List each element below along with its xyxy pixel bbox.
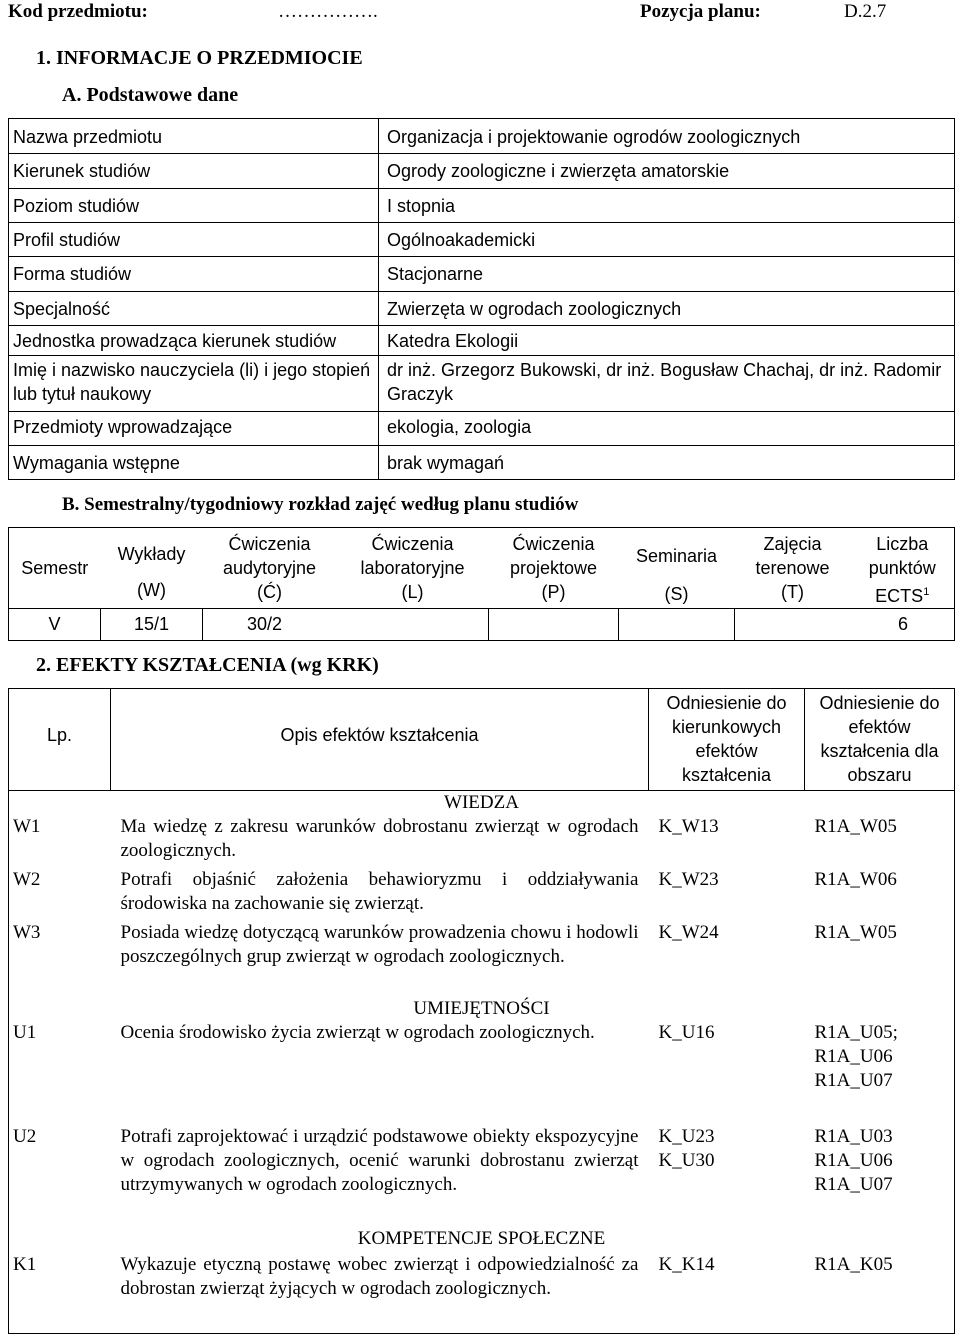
row-ects: 6 <box>735 609 955 641</box>
row-wyklady: 15/1 <box>101 609 203 641</box>
h-seminaria-label: Seminaria <box>635 546 718 566</box>
row-sem <box>619 609 735 641</box>
label-specjalnosc: Specjalność <box>9 292 379 326</box>
obsz-k1: R1A_K05 <box>805 1253 955 1333</box>
value-przedmioty: ekologia, zoologia <box>379 412 955 446</box>
h-wyklady-label: Wykłady <box>117 544 186 564</box>
value-nazwa: Organizacja i projektowanie ogrodów zoologicznych <box>379 119 955 154</box>
h-lp: Lp. <box>9 689 111 791</box>
value-profil: Ogólnoakademicki <box>379 223 955 257</box>
obsz-u2: R1A_U03 R1A_U06 R1A_U07 <box>805 1125 955 1225</box>
value-specjalnosc: Zwierzęta w ogrodach zoologicznych <box>379 292 955 326</box>
value-jednostka: Katedra Ekologii <box>379 326 955 356</box>
label-kierunek: Kierunek studiów <box>9 154 379 189</box>
h-cw-aud-2: audytoryjne <box>222 558 317 578</box>
obsz-w3: R1A_W05 <box>805 921 955 997</box>
kier-u1: K_U16 <box>658 1022 715 1043</box>
obsz-w1: R1A_W05 <box>805 815 955 868</box>
label-forma: Forma studiów <box>9 257 379 292</box>
h-opis: Opis efektów kształcenia <box>111 689 649 791</box>
h-cw-lab-1: Ćwiczenia <box>371 534 454 554</box>
h-seminaria-code: (S) <box>664 584 689 604</box>
h-ects <box>851 528 955 609</box>
sectionB-title: B. Semestralny/tygodniowy rozkład zajęć według planu studiów <box>62 494 579 515</box>
section1-title: 1. INFORMACJE O PRZEDMIOCIE <box>36 47 363 69</box>
row-semestr: V <box>9 609 101 641</box>
desc-u1: Ocenia środowisko życia zwierząt w ogrodach zoologicznych. <box>120 1022 595 1043</box>
obsz-u1: R1A_U05; R1A_U06 R1A_U07 <box>805 1021 955 1125</box>
h-cw-aud-code: (Ć) <box>257 582 282 602</box>
lp-k1: K1 <box>9 1253 111 1333</box>
h-cw-proj-2: projektowe <box>509 558 598 578</box>
section2-title: 2. EFEKTY KSZTAŁCENIA (wg KRK) <box>36 654 379 676</box>
value-wymagania: brak wymagań <box>379 446 955 480</box>
basic-data-table <box>8 118 955 480</box>
h-obsz: Odniesienie do efektów kształcenia dla obszaru <box>805 689 955 791</box>
label-nazwa: Nazwa przedmiotu <box>9 119 379 154</box>
kier-w2: K_W23 <box>658 869 719 890</box>
lp-u2: U2 <box>9 1125 111 1225</box>
value-poziom: I stopnia <box>379 189 955 223</box>
lp-u1: U1 <box>9 1021 111 1125</box>
h-ects-2: punktów <box>868 558 936 578</box>
h-cw-proj-code: (P) <box>541 582 566 602</box>
effects-table <box>8 688 955 1334</box>
h-wyklady-code: (W) <box>137 580 166 600</box>
h-zajecia <box>735 528 851 609</box>
h-cw-lab <box>337 528 489 609</box>
label-profil: Profil studiów <box>9 223 379 257</box>
lp-w3: W3 <box>9 921 111 997</box>
row-proj <box>489 609 619 641</box>
label-przedmioty: Przedmioty wprowadzające <box>9 412 379 446</box>
pozycja-planu-value: D.2.7 <box>844 1 887 22</box>
pozycja-planu-label: Pozycja planu: <box>640 1 761 22</box>
value-kierunek: Ogrody zoologiczne i zwierzęta amatorskie <box>379 154 955 189</box>
h-cw-aud <box>203 528 337 609</box>
h-cw-lab-2: laboratoryjne <box>360 558 465 578</box>
h-cw-proj <box>489 528 619 609</box>
row-cwiczenia: 30/2 <box>203 609 489 641</box>
h-ects-1: Liczba <box>876 534 929 554</box>
label-nauczyciel: Imię i nazwisko nauczyciela (li) i jego stopień lub tytuł naukowy <box>9 356 379 412</box>
value-forma: Stacjonarne <box>379 257 955 292</box>
h-seminaria <box>619 528 735 609</box>
kier-k1: K_K14 <box>649 1253 805 1333</box>
group-umiejetnosci: UMIEJĘTNOŚCI <box>9 997 955 1021</box>
group-wiedza: WIEDZA <box>9 791 955 816</box>
h-ects-3: ECTS <box>875 586 924 606</box>
h-cw-aud-1: Ćwiczenia <box>228 534 311 554</box>
h-cw-lab-code: (L) <box>401 582 424 602</box>
label-wymagania: Wymagania wstępne <box>9 446 379 480</box>
desc-w2: Potrafi objaśnić założenia behawioryzmu i oddziaływania środowiska na zachowanie się zwierząt. <box>120 869 639 914</box>
desc-u2: Potrafi zaprojektować i urządzić podstawowe obiekty ekspozycyjne w ogrodach zoologicznych, ocenić warunki dobrostanu zwierząt utrzymywanych w ogrodach zoologicznych. <box>120 1126 639 1195</box>
label-jednostka: Jednostka prowadząca kierunek studiów <box>9 326 379 356</box>
h-ects-sup: 1 <box>923 586 930 598</box>
schedule-table <box>8 527 955 641</box>
h-kier: Odniesienie do kierunkowych efektów kształcenia <box>649 689 805 791</box>
lp-w2: W2 <box>9 868 111 921</box>
h-semestr: Semestr <box>9 528 101 609</box>
h-zajecia-code: (T) <box>781 582 804 602</box>
label-poziom: Poziom studiów <box>9 189 379 223</box>
obsz-w2: R1A_W06 <box>805 868 955 921</box>
value-nauczyciel: dr inż. Grzegorz Bukowski, dr inż. Bogusław Chachaj, dr inż. Radomir Graczyk <box>379 356 955 412</box>
desc-k1: Wykazuje etyczną postawę wobec zwierząt i odpowiedzialność za dobrostan zwierząt żyjących w ogrodach zoologicznych. <box>111 1253 649 1333</box>
h-zajecia-2: terenowe <box>755 558 830 578</box>
desc-w1: Ma wiedzę z zakresu warunków dobrostanu zwierząt w ogrodach zoologicznych. <box>120 816 639 861</box>
lp-w1: W1 <box>9 815 111 868</box>
h-cw-proj-1: Ćwiczenia <box>512 534 595 554</box>
sectionA-title: A. Podstawowe dane <box>62 84 239 106</box>
kier-w3: K_W24 <box>658 922 719 943</box>
kier-u2: K_U23 K_U30 <box>658 1126 715 1171</box>
kier-w1: K_W13 <box>658 816 719 837</box>
group-kompetencje: KOMPETENCJE SPOŁECZNE <box>9 1225 955 1253</box>
kod-przedmiotu-value: ……………. <box>278 1 378 22</box>
h-wyklady <box>101 528 203 609</box>
desc-w3: Posiada wiedzę dotyczącą warunków prowadzenia chowu i hodowli poszczególnych grup zwierząt w ogrodach zoologicznych. <box>120 922 639 967</box>
kod-przedmiotu-label: Kod przedmiotu: <box>8 1 148 22</box>
h-zajecia-1: Zajęcia <box>763 534 822 554</box>
